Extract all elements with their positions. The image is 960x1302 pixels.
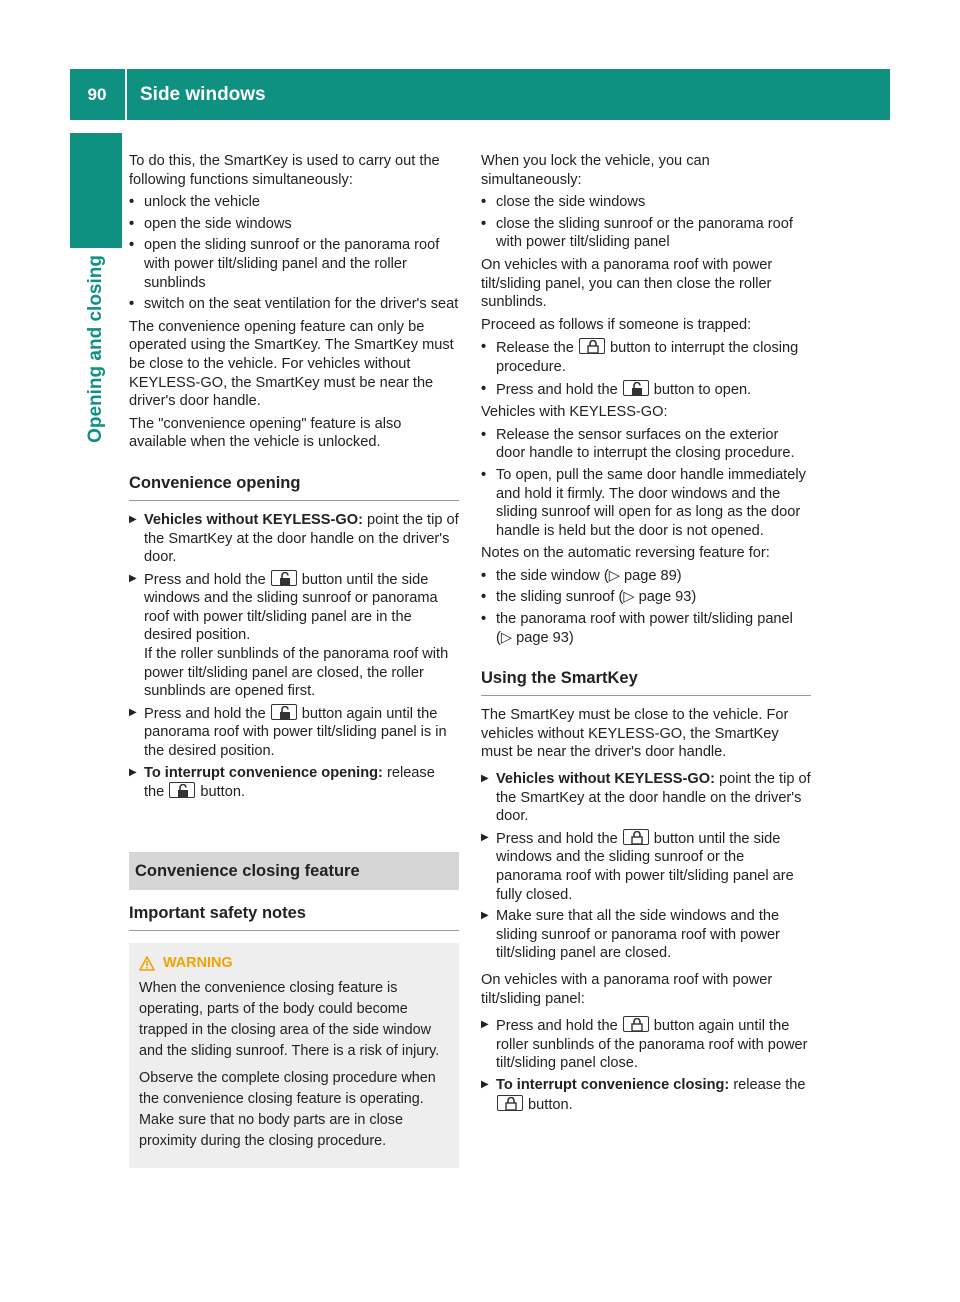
list-item: • open the sliding sunroof or the panorama roof with power tilt/sliding panel and the roller sunblinds — [129, 236, 459, 292]
paragraph: The "convenience opening" feature is also available when the vehicle is unlocked. — [129, 415, 402, 451]
intro-text: To do this, the SmartKey is used to carry out the following functions simultaneously: — [129, 153, 440, 188]
section-heading-convenience-opening: Convenience opening — [129, 472, 459, 501]
paragraph: On vehicles with a panorama roof with power tilt/sliding panel: — [481, 971, 773, 1007]
section-heading-safety-notes: Important safety notes — [129, 902, 459, 931]
step-item: ▶ To interrupt convenience closing: release the button. — [481, 1076, 811, 1114]
opening-steps — [129, 511, 459, 802]
page-references-list — [481, 567, 811, 647]
step-item: ▶ Press and hold the button until the side windows and the sliding sunroof or the panorama roof with power tilt/sliding panel are fully closed. — [481, 829, 811, 904]
paragraph: On vehicles with a panorama roof with power tilt/sliding panel, you can then close the roller sunblinds. — [481, 256, 773, 311]
step-item: ▶ Press and hold the button again until the roller sunblinds of the panorama roof with power tilt/sliding panel close. — [481, 1016, 811, 1073]
paragraph: Proceed as follows if someone is trapped: — [481, 316, 752, 333]
page-reference-link[interactable]: • the panorama roof with power tilt/sliding panel (▷ page 93) — [481, 610, 811, 647]
list-item: • Press and hold the button to open. — [481, 380, 811, 400]
page-reference-link[interactable]: • the side window (▷ page 89) — [481, 567, 811, 586]
header-divider — [125, 69, 127, 120]
opening-functions-list — [129, 193, 459, 314]
list-item: • To open, pull the same door handle immediately and hold it firmly. The door windows and the sliding sunroof will open for as long as the door handle is held but the door is not opened. — [481, 466, 811, 540]
list-item: • close the side windows — [481, 193, 811, 212]
keyless-go-list — [481, 426, 811, 541]
panorama-steps — [481, 1016, 811, 1114]
lock-key-icon — [579, 338, 605, 354]
lock-key-icon — [497, 1095, 523, 1111]
unlock-key-icon — [271, 570, 297, 586]
right-column — [481, 152, 811, 1122]
unlock-key-icon — [271, 704, 297, 720]
warning-title: WARNING — [163, 955, 233, 972]
paragraph: The convenience opening feature can only be operated using the SmartKey. The SmartKey must be close to the vehicle. For vehicles without KEYLESS-GO, the SmartKey must be near the driver's door handle. — [129, 318, 454, 410]
warning-box — [129, 943, 459, 1168]
intro-text: When you lock the vehicle, you can simultaneously: — [481, 153, 710, 188]
step-item: ▶ Press and hold the button again until the panorama roof with power tilt/sliding panel is in the desired position. — [129, 704, 459, 761]
step-item: ▶ Make sure that all the side windows and the sliding sunroof or panorama roof with power tilt/sliding panel are closed. — [481, 907, 811, 963]
warning-text: Observe the complete closing procedure when the convenience closing feature is operating. Make sure that no body parts are in close proximity during the closing procedure. — [139, 1070, 436, 1150]
unlock-key-icon — [623, 380, 649, 396]
chapter-tab — [70, 133, 122, 248]
step-item: ▶ Vehicles without KEYLESS-GO: point the tip of the SmartKey at the door handle on the driver's door. — [481, 770, 811, 826]
closing-functions-list — [481, 193, 811, 252]
list-item: • unlock the vehicle — [129, 193, 459, 212]
list-item: • switch on the seat ventilation for the driver's seat — [129, 295, 459, 314]
paragraph: Notes on the automatic reversing feature for: — [481, 545, 770, 562]
warning-text: When the convenience closing feature is operating, parts of the body could become trapped in the closing area of the side window and the sliding sunroof. There is a risk of injury. — [139, 980, 440, 1060]
list-item: • open the side windows — [129, 215, 459, 234]
list-item: • close the sliding sunroof or the panorama roof with power tilt/sliding panel — [481, 215, 811, 252]
paragraph: Vehicles with KEYLESS-GO: — [481, 404, 668, 421]
paragraph: The SmartKey must be close to the vehicle. For vehicles without KEYLESS-GO, the SmartKey must be near the driver's door handle. — [481, 707, 789, 761]
step-item: ▶ Press and hold the button until the side windows and the sliding sunroof or panorama roof with power tilt/sliding panel are in the desired position. If the roller sunblinds of the panorama roof with power tilt/sliding panel are closed, the roller sunblinds are opened first. — [129, 570, 459, 701]
section-heading-convenience-closing: Convenience closing feature — [129, 852, 459, 891]
warning-triangle-icon — [139, 956, 155, 971]
page-number: 90 — [87, 85, 107, 104]
page-title: Side windows — [140, 84, 266, 105]
list-item: • Release the sensor surfaces on the exterior door handle to interrupt the closing procedure. — [481, 426, 811, 463]
section-heading-using-smartkey: Using the SmartKey — [481, 667, 811, 696]
lock-key-icon — [623, 829, 649, 845]
lock-key-icon — [623, 1016, 649, 1032]
unlock-key-icon — [169, 782, 195, 798]
step-item: ▶ To interrupt convenience opening: release the button. — [129, 764, 459, 802]
left-column — [129, 152, 459, 1168]
page-reference-link[interactable]: • the sliding sunroof (▷ page 93) — [481, 588, 811, 607]
trapped-list — [481, 338, 811, 399]
smartkey-steps — [481, 770, 811, 963]
step-item: ▶ Vehicles without KEYLESS-GO: point the tip of the SmartKey at the door handle on the driver's door. — [129, 511, 459, 567]
list-item: • Release the button to interrupt the closing procedure. — [481, 338, 811, 376]
